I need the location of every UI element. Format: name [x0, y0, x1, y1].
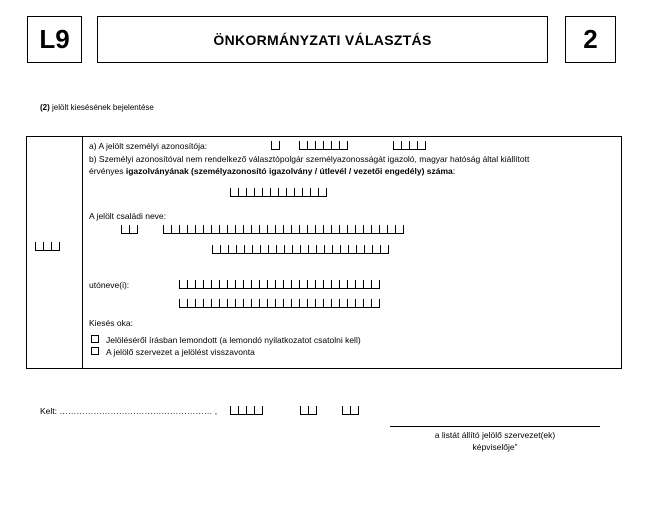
character-cell[interactable]	[302, 188, 310, 197]
character-cell[interactable]	[363, 280, 371, 289]
character-cell[interactable]	[254, 406, 263, 415]
character-cell[interactable]	[315, 299, 323, 308]
character-cell[interactable]	[371, 280, 380, 289]
character-cell[interactable]	[380, 245, 389, 254]
row-number-field[interactable]	[35, 242, 60, 251]
subtitle-text: jelölt kiesésének bejelentése	[49, 103, 154, 112]
form-number: 2	[565, 16, 616, 63]
character-cell[interactable]	[195, 299, 203, 308]
character-cell[interactable]	[300, 245, 308, 254]
character-cell[interactable]	[35, 242, 43, 251]
character-cell[interactable]	[163, 225, 171, 234]
date-year-field[interactable]	[230, 406, 263, 415]
character-cell[interactable]	[323, 280, 331, 289]
row-number-column	[27, 137, 83, 368]
character-cell[interactable]	[187, 280, 195, 289]
character-cell[interactable]	[299, 280, 307, 289]
character-cell[interactable]	[347, 225, 355, 234]
character-cell[interactable]	[286, 188, 294, 197]
character-cell[interactable]	[299, 299, 307, 308]
reason-1-checkbox[interactable]	[91, 335, 99, 343]
character-cell[interactable]	[340, 245, 348, 254]
character-cell[interactable]	[307, 280, 315, 289]
character-cell[interactable]	[331, 141, 339, 150]
character-cell[interactable]	[203, 280, 211, 289]
character-cell[interactable]	[307, 299, 315, 308]
doc-label-line2	[89, 166, 455, 176]
character-cell[interactable]	[417, 141, 426, 150]
character-cell[interactable]	[121, 225, 129, 234]
character-cell[interactable]	[259, 280, 267, 289]
character-cell[interactable]	[292, 245, 300, 254]
character-cell[interactable]	[179, 280, 187, 289]
character-cell[interactable]	[211, 225, 219, 234]
form-subtitle	[40, 103, 154, 112]
character-cell[interactable]	[203, 225, 211, 234]
character-cell[interactable]	[393, 141, 401, 150]
character-cell[interactable]	[363, 299, 371, 308]
character-cell[interactable]	[268, 245, 276, 254]
character-cell[interactable]	[387, 225, 395, 234]
character-cell[interactable]	[372, 245, 380, 254]
character-cell[interactable]	[235, 299, 243, 308]
id-field-2[interactable]	[299, 141, 348, 150]
given-name-label: utóneve(i):	[89, 280, 130, 290]
character-cell[interactable]	[275, 280, 283, 289]
character-cell[interactable]	[315, 141, 323, 150]
character-cell[interactable]	[318, 188, 327, 197]
character-cell[interactable]	[348, 245, 356, 254]
character-cell[interactable]	[195, 280, 203, 289]
character-cell[interactable]	[129, 225, 138, 234]
character-cell[interactable]	[187, 299, 195, 308]
character-cell[interactable]	[271, 141, 280, 150]
character-cell[interactable]	[315, 280, 323, 289]
character-cell[interactable]	[211, 299, 219, 308]
id-field-3[interactable]	[393, 141, 426, 150]
character-cell[interactable]	[251, 280, 259, 289]
character-cell[interactable]	[316, 245, 324, 254]
character-cell[interactable]	[308, 245, 316, 254]
character-cell[interactable]	[339, 280, 347, 289]
form-code: L9	[27, 16, 82, 63]
character-cell[interactable]	[211, 280, 219, 289]
character-cell[interactable]	[227, 299, 235, 308]
kelt-label: Kelt: ……………………………………………… ,	[40, 406, 218, 416]
character-cell[interactable]	[246, 188, 254, 197]
character-cell[interactable]	[331, 225, 339, 234]
character-cell[interactable]	[283, 280, 291, 289]
character-cell[interactable]	[332, 245, 340, 254]
signature-label-2: képviselője”	[472, 442, 518, 452]
character-cell[interactable]	[259, 225, 267, 234]
character-cell[interactable]	[291, 280, 299, 289]
character-cell[interactable]	[307, 225, 315, 234]
character-cell[interactable]	[307, 141, 315, 150]
character-cell[interactable]	[283, 225, 291, 234]
signature-line	[390, 426, 600, 427]
doc-label-bold: igazolványának (személyazonosító igazolvány / útlevél / vezetői engedély) száma	[125, 166, 453, 176]
character-cell[interactable]	[227, 225, 235, 234]
character-cell[interactable]	[363, 225, 371, 234]
character-cell[interactable]	[235, 225, 243, 234]
character-cell[interactable]	[283, 299, 291, 308]
character-cell[interactable]	[355, 299, 363, 308]
character-cell[interactable]	[323, 299, 331, 308]
character-cell[interactable]	[267, 225, 275, 234]
character-cell[interactable]	[244, 245, 252, 254]
character-cell[interactable]	[323, 225, 331, 234]
character-cell[interactable]	[238, 406, 246, 415]
character-cell[interactable]	[203, 299, 211, 308]
subtitle-number: (2)	[40, 103, 50, 112]
doc-label-pre: érvényes	[89, 166, 126, 176]
character-cell[interactable]	[219, 225, 227, 234]
character-cell[interactable]	[259, 299, 267, 308]
character-cell[interactable]	[356, 245, 364, 254]
character-cell[interactable]	[300, 406, 308, 415]
character-cell[interactable]	[235, 280, 243, 289]
given-name-field-1[interactable]	[179, 280, 380, 289]
character-cell[interactable]	[324, 245, 332, 254]
character-cell[interactable]	[230, 406, 238, 415]
form-title: ÖNKORMÁNYZATI VÁLASZTÁS	[97, 16, 548, 63]
character-cell[interactable]	[347, 280, 355, 289]
doc-number-field[interactable]	[230, 188, 327, 197]
character-cell[interactable]	[276, 245, 284, 254]
character-cell[interactable]	[179, 225, 187, 234]
family-name-field-2[interactable]	[212, 245, 389, 254]
character-cell[interactable]	[260, 245, 268, 254]
character-cell[interactable]	[339, 299, 347, 308]
id-label: a) A jelölt személyi azonosítója:	[89, 141, 208, 151]
character-cell[interactable]	[379, 225, 387, 234]
character-cell[interactable]	[355, 280, 363, 289]
character-cell[interactable]	[187, 225, 195, 234]
character-cell[interactable]	[171, 225, 179, 234]
character-cell[interactable]	[395, 225, 404, 234]
id-field-1[interactable]	[271, 141, 280, 150]
reason-2-checkbox[interactable]	[91, 347, 99, 355]
character-cell[interactable]	[299, 141, 307, 150]
character-cell[interactable]	[243, 299, 251, 308]
character-cell[interactable]	[220, 245, 228, 254]
character-cell[interactable]	[246, 406, 254, 415]
character-cell[interactable]	[254, 188, 262, 197]
character-cell[interactable]	[179, 299, 187, 308]
character-cell[interactable]	[409, 141, 417, 150]
character-cell[interactable]	[236, 245, 244, 254]
reason-1-label: Jelöléséről írásban lemondott (a lemondó nyilatkozatot csatolni kell)	[106, 335, 361, 345]
date-day-field[interactable]	[342, 406, 359, 415]
character-cell[interactable]	[275, 225, 283, 234]
character-cell[interactable]	[243, 225, 251, 234]
character-cell[interactable]	[227, 280, 235, 289]
character-cell[interactable]	[323, 141, 331, 150]
character-cell[interactable]	[355, 225, 363, 234]
character-cell[interactable]	[238, 188, 246, 197]
given-name-field-2[interactable]	[179, 299, 380, 308]
character-cell[interactable]	[315, 225, 323, 234]
character-cell[interactable]	[339, 141, 348, 150]
character-cell[interactable]	[252, 245, 260, 254]
character-cell[interactable]	[195, 225, 203, 234]
character-cell[interactable]	[331, 299, 339, 308]
character-cell[interactable]	[284, 245, 292, 254]
character-cell[interactable]	[43, 242, 51, 251]
character-cell[interactable]	[291, 225, 299, 234]
doc-label-post: :	[452, 166, 456, 176]
character-cell[interactable]	[267, 280, 275, 289]
character-cell[interactable]	[401, 141, 409, 150]
character-cell[interactable]	[270, 188, 278, 197]
character-cell[interactable]	[371, 225, 379, 234]
character-cell[interactable]	[371, 299, 380, 308]
character-cell[interactable]	[243, 280, 251, 289]
character-cell[interactable]	[278, 188, 286, 197]
character-cell[interactable]	[364, 245, 372, 254]
character-cell[interactable]	[310, 188, 318, 197]
character-cell[interactable]	[219, 280, 227, 289]
character-cell[interactable]	[347, 299, 355, 308]
character-cell[interactable]	[267, 299, 275, 308]
character-cell[interactable]	[331, 280, 339, 289]
character-cell[interactable]	[275, 299, 283, 308]
family-name-field-1[interactable]	[163, 225, 404, 234]
character-cell[interactable]	[350, 406, 359, 415]
character-cell[interactable]	[219, 299, 227, 308]
character-cell[interactable]	[294, 188, 302, 197]
family-name-prefix-field[interactable]	[121, 225, 138, 234]
character-cell[interactable]	[51, 242, 60, 251]
family-name-label: A jelölt családi neve:	[89, 211, 167, 221]
character-cell[interactable]	[342, 406, 350, 415]
character-cell[interactable]	[308, 406, 317, 415]
character-cell[interactable]	[251, 225, 259, 234]
character-cell[interactable]	[299, 225, 307, 234]
reason-label: Kiesés oka:	[89, 318, 133, 328]
character-cell[interactable]	[228, 245, 236, 254]
character-cell[interactable]	[291, 299, 299, 308]
character-cell[interactable]	[212, 245, 220, 254]
signature-label-1: a listát állító jelölő szervezet(ek)	[434, 430, 556, 440]
date-month-field[interactable]	[300, 406, 317, 415]
character-cell[interactable]	[251, 299, 259, 308]
form-table	[26, 136, 622, 369]
reason-2-label: A jelölő szervezet a jelölést visszavonta	[106, 347, 255, 357]
character-cell[interactable]	[262, 188, 270, 197]
doc-label-line1: b) Személyi azonosítóval nem rendelkező választópolgár személyazonosságát igazoló, magyar hatóság által kiállított	[89, 154, 530, 164]
character-cell[interactable]	[230, 188, 238, 197]
character-cell[interactable]	[339, 225, 347, 234]
